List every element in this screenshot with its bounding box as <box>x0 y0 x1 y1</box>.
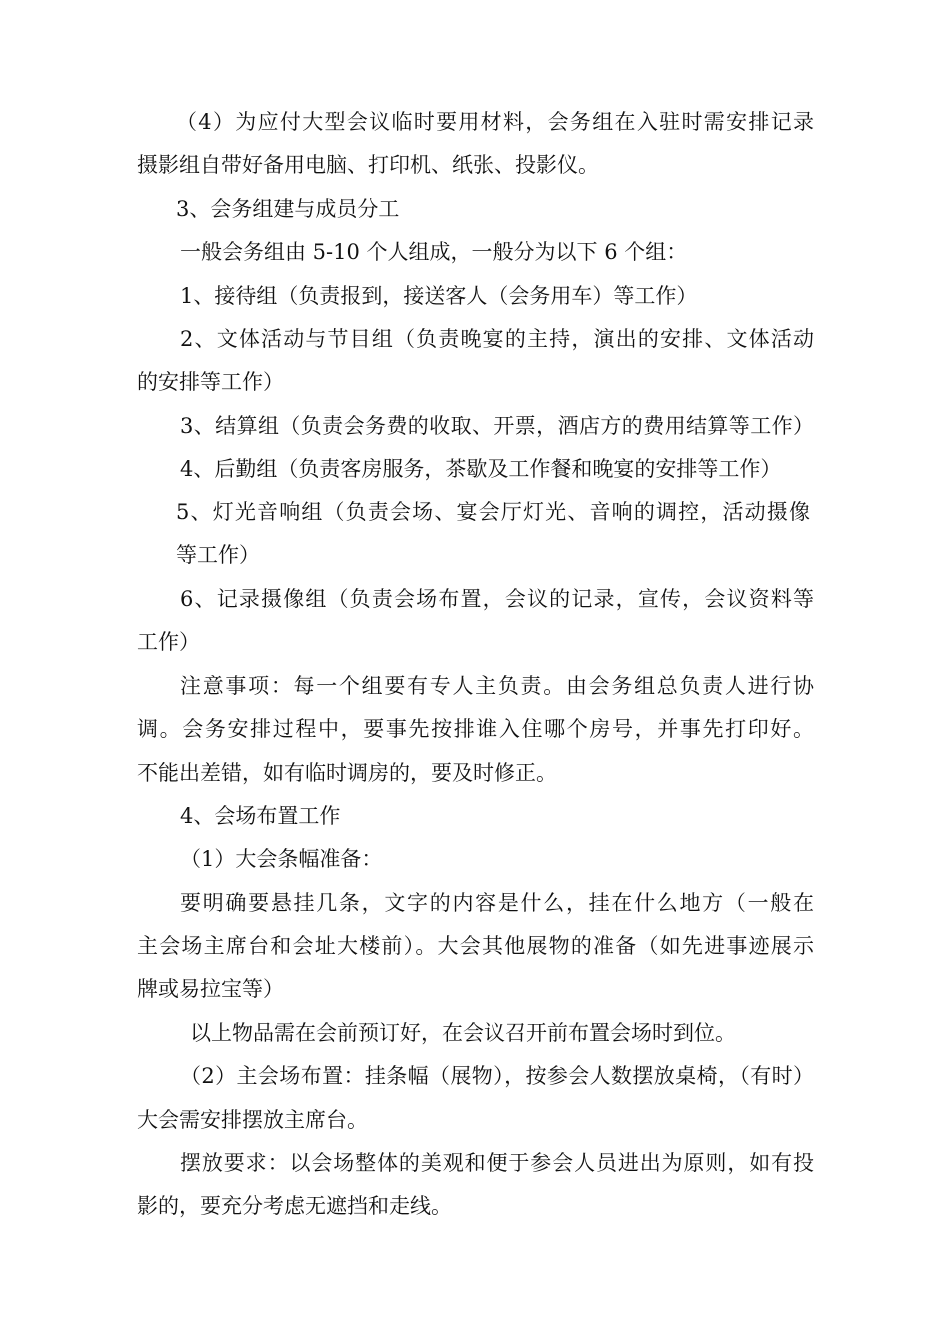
section-heading: 3、会务组建与成员分工 <box>176 197 400 221</box>
text-line: 调。会务安排过程中，要事先按排谁入住哪个房号，并事先打印好。 <box>137 717 814 741</box>
text-line: 摆放要求：以会场整体的美观和便于参会人员进出为原则，如有投 <box>180 1151 814 1175</box>
list-item: 1、接待组（负责报到，接送客人（会务用车）等工作） <box>180 284 698 308</box>
text-line: （1）大会条幅准备： <box>180 847 383 871</box>
text-line: 工作） <box>137 630 200 654</box>
section-heading: 4、会场布置工作 <box>180 804 341 828</box>
list-item: 2、文体活动与节目组（负责晚宴的主持，演出的安排、文体活动 <box>180 327 814 351</box>
text-line: 不能出差错，如有临时调房的，要及时修正。 <box>137 761 557 785</box>
list-item: 6、记录摄像组（负责会场布置，会议的记录，宣传，会议资料等 <box>180 587 814 611</box>
text-line: （2）主会场布置：挂条幅（展物），按参会人数摆放桌椅，（有时） <box>180 1064 814 1088</box>
text-line: 主会场主席台和会址大楼前）。大会其他展物的准备（如先进事迹展示 <box>137 934 814 958</box>
list-item: 3、结算组（负责会务费的收取、开票，酒店方的费用结算等工作） <box>180 414 814 438</box>
text-line: 摄影组自带好备用电脑、打印机、纸张、投影仪。 <box>137 153 599 177</box>
list-item: 5、灯光音响组（负责会场、宴会厅灯光、音响的调控，活动摄像 <box>176 500 810 524</box>
text-line: 等工作） <box>176 543 260 567</box>
text-line: 大会需安排摆放主席台。 <box>137 1108 368 1132</box>
text-line: 注意事项：每一个组要有专人主负责。由会务组总负责人进行协 <box>180 674 814 698</box>
text-line: 以上物品需在会前预订好，在会议召开前布置会场时到位。 <box>190 1021 736 1045</box>
list-item: 4、后勤组（负责客房服务，茶歇及工作餐和晚宴的安排等工作） <box>180 457 782 481</box>
text-line: 一般会务组由 5-10 个人组成，一般分为以下 6 个组： <box>180 240 688 264</box>
text-line: 要明确要悬挂几条，文字的内容是什么，挂在什么地方（一般在 <box>180 891 814 915</box>
text-line: 影的，要充分考虑无遮挡和走线。 <box>137 1194 452 1218</box>
text-line: （4）为应付大型会议临时要用材料，会务组在入驻时需安排记录 <box>176 110 814 134</box>
text-line: 的安排等工作） <box>137 370 284 394</box>
text-line: 牌或易拉宝等） <box>137 977 284 1001</box>
